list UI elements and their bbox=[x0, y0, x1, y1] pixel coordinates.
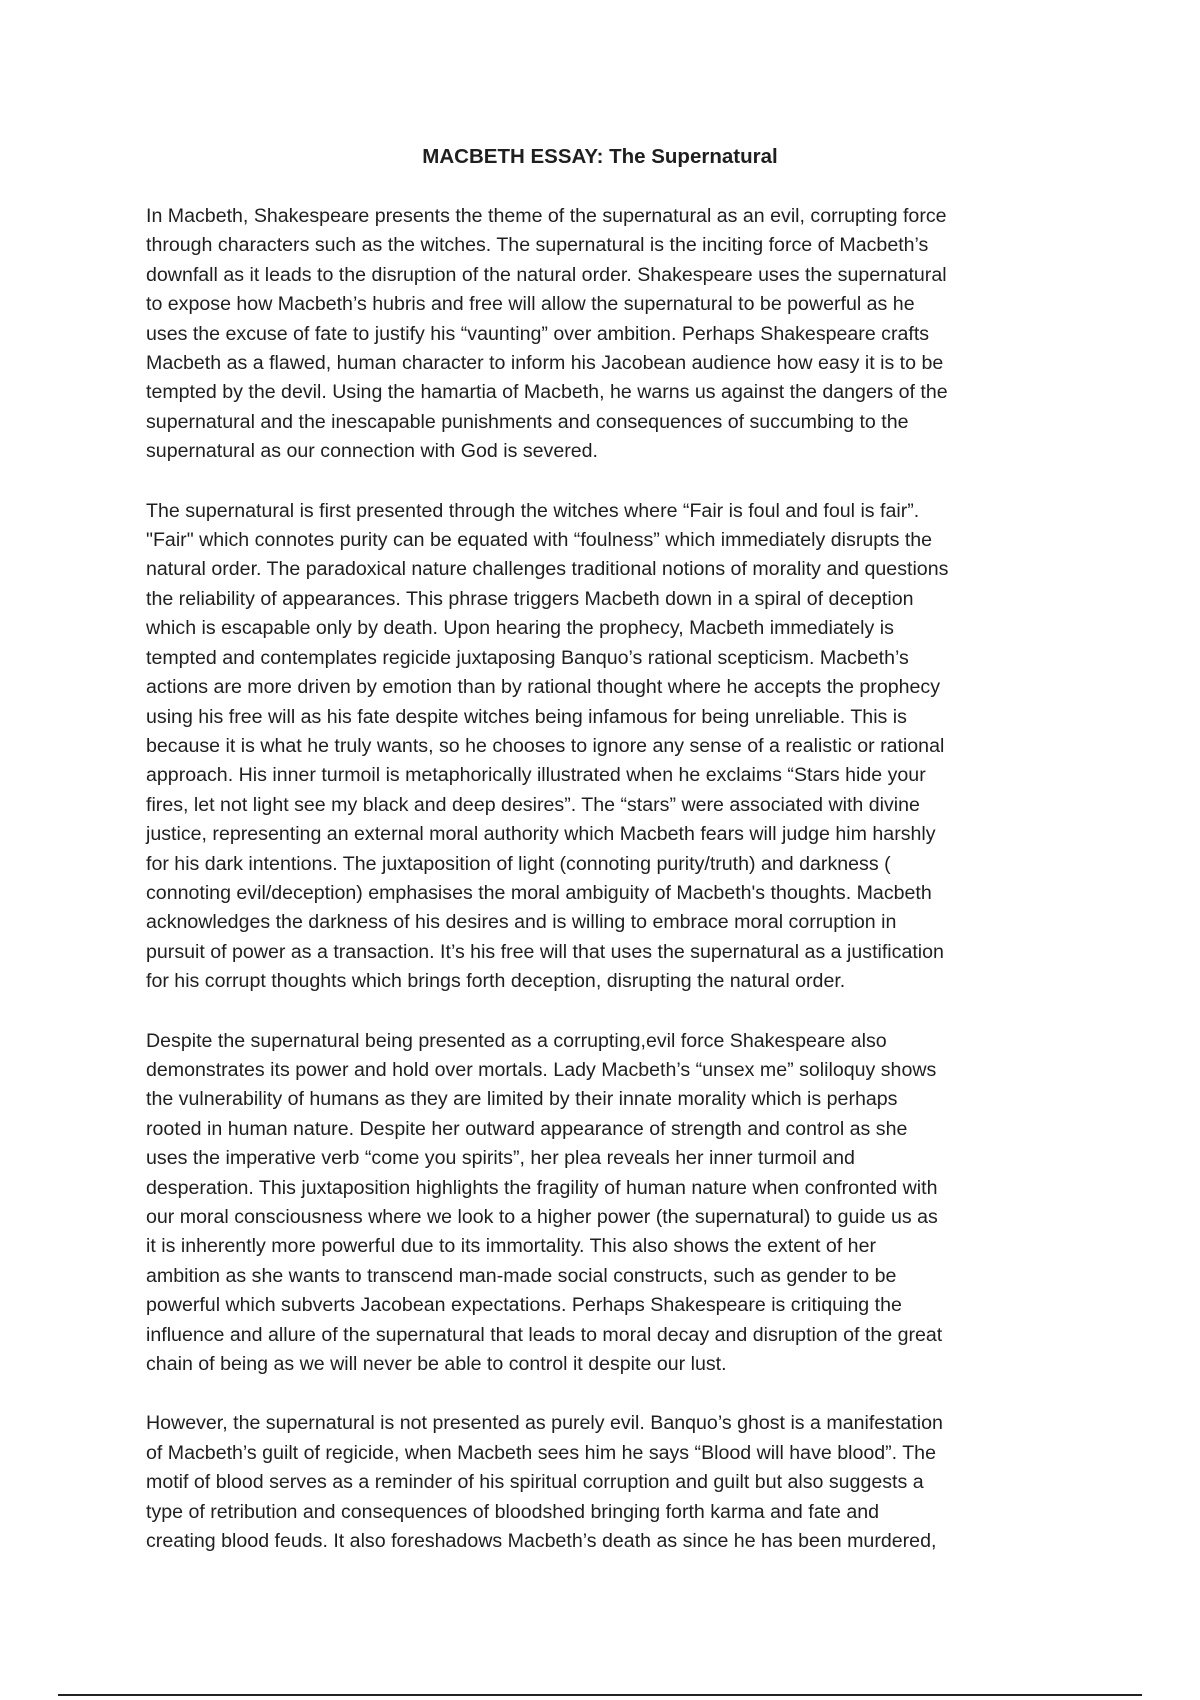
text-line: powerful which subverts Jacobean expectations. Perhaps Shakespeare is critiquing the bbox=[146, 1294, 902, 1317]
text-line: uses the imperative verb “come you spirits”, her plea reveals her inner turmoil and bbox=[146, 1147, 855, 1170]
text-line: actions are more driven by emotion than by rational thought where he accepts the prophecy bbox=[146, 676, 941, 699]
text-line: chain of being as we will never be able to control it despite our lust. bbox=[146, 1353, 727, 1376]
text-line: the reliability of appearances. This phrase triggers Macbeth down in a spiral of deception bbox=[146, 587, 914, 610]
text-line: tempted by the devil. Using the hamartia of Macbeth, he warns us against the dangers of the bbox=[146, 381, 948, 404]
text-line: because it is what he truly wants, so he chooses to ignore any sense of a realistic or rational bbox=[146, 734, 945, 757]
text-line: justice, representing an external moral authority which Macbeth fears will judge him harshly bbox=[146, 823, 936, 846]
text-line: creating blood feuds. It also foreshadows Macbeth’s death as since he has been murdered, bbox=[146, 1530, 937, 1553]
essay-body bbox=[146, 202, 1066, 1586]
text-line: "Fair" which connotes purity can be equated with “foulness” which immediately disrupts the bbox=[146, 529, 933, 552]
text-line: using his free will as his fate despite witches being infamous for being unreliable. This is bbox=[146, 705, 907, 728]
paragraph-introduction bbox=[146, 202, 1066, 467]
text-line: downfall as it leads to the disruption of the natural order. Shakespeare uses the supernatural bbox=[146, 263, 947, 286]
text-line: type of retribution and consequences of bloodshed bringing forth karma and fate and bbox=[146, 1500, 880, 1523]
text-line: ambition as she wants to transcend man-made social constructs, such as gender to be bbox=[146, 1264, 897, 1287]
text-line: to expose how Macbeth’s hubris and free will allow the supernatural to be powerful as he bbox=[146, 293, 915, 316]
text-line: influence and allure of the supernatural that leads to moral decay and disruption of the great bbox=[146, 1323, 943, 1346]
text-line: it is inherently more powerful due to its immortality. This also shows the extent of her bbox=[146, 1235, 877, 1258]
text-line: Macbeth as a flawed, human character to inform his Jacobean audience how easy it is to be bbox=[146, 352, 944, 375]
text-line: for his dark intentions. The juxtaposition of light (connoting purity/truth) and darkness ( bbox=[146, 852, 891, 875]
text-line: connoting evil/deception) emphasises the moral ambiguity of Macbeth's thoughts. Macbeth bbox=[146, 881, 932, 904]
text-line: fires, let not light see my black and deep desires”. The “stars” were associated with divine bbox=[146, 793, 920, 816]
text-line: approach. His inner turmoil is metaphorically illustrated when he exclaims “Stars hide your bbox=[146, 764, 926, 787]
text-line: supernatural as our connection with God is severed. bbox=[146, 440, 598, 463]
text-line: acknowledges the darkness of his desires and is willing to embrace moral corruption in bbox=[146, 911, 897, 934]
text-line: for his corrupt thoughts which brings forth deception, disrupting the natural order. bbox=[146, 970, 846, 993]
text-line: which is escapable only by death. Upon hearing the prophecy, Macbeth immediately is bbox=[146, 617, 894, 640]
text-line: the vulnerability of humans as they are limited by their innate morality which is perhaps bbox=[146, 1088, 898, 1111]
text-line: The supernatural is first presented through the witches where “Fair is foul and foul is fair”. bbox=[146, 499, 920, 522]
paragraph-lady-macbeth bbox=[146, 1027, 1066, 1380]
text-line: tempted and contemplates regicide juxtaposing Banquo’s rational scepticism. Macbeth’s bbox=[146, 646, 909, 669]
text-line: motif of blood serves as a reminder of his spiritual corruption and guilt but also suggests a bbox=[146, 1471, 924, 1494]
text-line: In Macbeth, Shakespeare presents the theme of the supernatural as an evil, corrupting force bbox=[146, 205, 947, 227]
text-line: uses the excuse of fate to justify his “vaunting” over ambition. Perhaps Shakespeare crafts bbox=[146, 322, 930, 345]
essay-title: MACBETH ESSAY: The Supernatural bbox=[422, 145, 778, 168]
text-line: desperation. This juxtaposition highlights the fragility of human nature when confronted with bbox=[146, 1176, 938, 1199]
text-line: However, the supernatural is not presented as purely evil. Banquo’s ghost is a manifestation bbox=[146, 1412, 943, 1435]
text-line: Despite the supernatural being presented as a corrupting,evil force Shakespeare also bbox=[146, 1029, 887, 1052]
text-line: our moral consciousness where we look to a higher power (the supernatural) to guide us as bbox=[146, 1206, 938, 1228]
text-line: through characters such as the witches. The supernatural is the inciting force of Macbeth’s bbox=[146, 234, 929, 257]
paragraph-banquo-ghost bbox=[146, 1409, 1066, 1556]
text-line: of Macbeth’s guilt of regicide, when Macbeth sees him he says “Blood will have blood”. The bbox=[146, 1441, 936, 1464]
text-line: demonstrates its power and hold over mortals. Lady Macbeth’s “unsex me” soliloquy shows bbox=[146, 1058, 937, 1081]
text-line: supernatural and the inescapable punishments and consequences of succumbing to the bbox=[146, 410, 909, 433]
text-line: pursuit of power as a transaction. It’s his free will that uses the supernatural as a justification bbox=[146, 940, 944, 963]
text-line: rooted in human nature. Despite her outward appearance of strength and control as she bbox=[146, 1117, 908, 1140]
paragraph-witches bbox=[146, 497, 1066, 997]
text-line: natural order. The paradoxical nature challenges traditional notions of morality and questions bbox=[146, 558, 949, 581]
page-bottom-divider bbox=[58, 1694, 1142, 1696]
